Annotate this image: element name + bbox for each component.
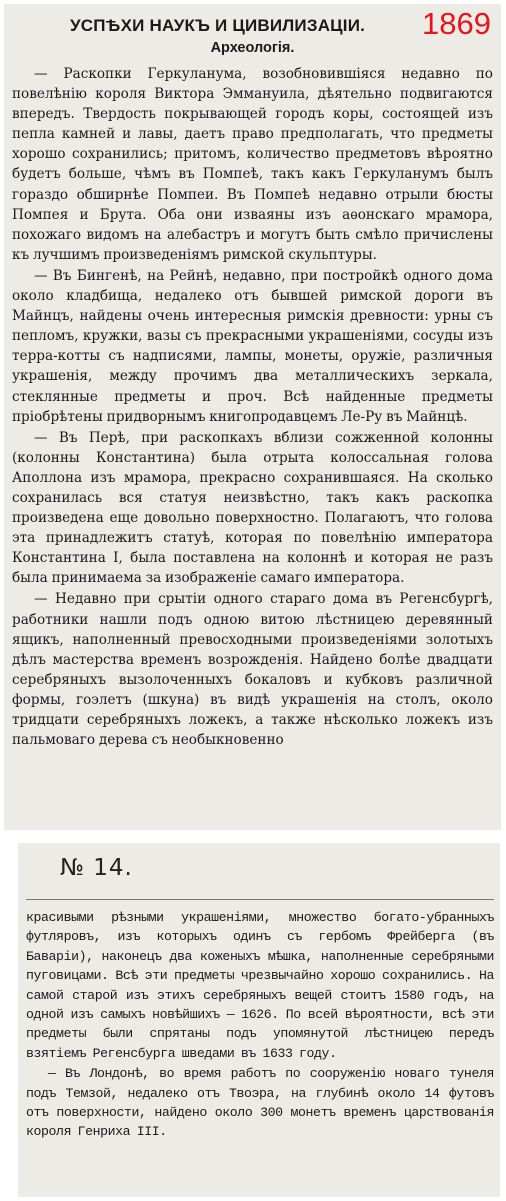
issue-header [26,851,494,900]
paragraph-regensburg-continued: красивыми рѣзными украшеніями, множество богато-убранныхъ футляровъ, изъ которыхъ одинъ съ гербомъ Фрейберга (въ Баваріи), наконецъ два коженыхъ мѣшка, наполненные серебряными пуговицами. Всѣ эти предметы чрезвычайно хорошо сохранились. На самой старой изъ этихъ серебряныхъ вещей стоитъ 1580 годъ, на одной изъ самыхъ новѣйшихъ — 1626. По всей вѣроятности, всѣ эти предметы были спрятаны подъ упомянутой лѣстницею передъ взятіемъ Регенсбурга шведами въ 1633 году. [26,910,494,1061]
year-label: 1869 [422,6,491,41]
section-title: УСПѢХИ НАУКЪ И ЦИВИЛИЗАЦІИ. [69,16,366,35]
paragraph-pera: — Въ Перѣ, при раскопкахъ вблизи сожженной колонны (колонны Константина) была отрыта колоссальная голова Аполлона изъ мрамора, прекрасно сохранившаяся. На сколько сохранилась вся статуя неизвѣстно, такъ какъ раскопка произведена еще довольно поверхностно. Полагаютъ, что голова эта принадлежитъ статуѣ, которая по повелѣнію императора Константина I, была поставлена на колоннѣ и которая не разъ была принимаема за изображеніе самаго императора. [12,429,493,587]
paragraph-regensburg: — Недавно при срытіи одного стараго дома въ Регенсбургѣ, работники нашли подъ одною витою лѣстницею деревянный ящикъ, наполненный превосходными произведеніями золотыхъ дѣлъ мастерства временъ возрожденія. Найдено болѣе двадцати серебряныхъ вызолоченныхъ бокаловъ и кубковъ различной формы, гоэлетъ (шкуна) въ видѣ украшенія на столъ, около тридцати серебряныхъ ложекъ, а также нѣсколько ложекъ изъ пальмоваго дерева съ необыкновенно [12,591,493,749]
paragraph-london: — Въ Лондонѣ, во время работъ по сооруженію новаго тунеля подъ Темзой, недалеко отъ Твоэра, на глубинѣ около 14 футовъ отъ поверхности, найдено около 300 монетъ временъ царствованія короля Генриха III. [26,1066,494,1140]
article-clipping-top [4,4,501,830]
article-clipping-bottom [18,843,500,1197]
paragraph-herculaneum: — Раскопки Геркуланума, возобновившіяся недавно по повелѣнію короля Виктора Эммануила, дѣятельно подвигаются впередъ. Твердость покрывающей городъ коры, состоящей изъ пепла камней и лавы, даетъ право предполагать, что предметы хорошо сохранились; притомъ, количество предметовъ вѣроятно будетъ больше, чѣмъ въ Помпеѣ, такъ какъ Геркуланумъ былъ гораздо обширнѣе Помпеи. Въ Помпеѣ недавно отрыли бюсты Помпея и Брута. Оба они изваяны изъ аѳонскаго мрамора, похожаго видомъ на алебастръ и могутъ быть смѣло причислены къ лучшимъ произведеніямъ римской скульптуры. [12,66,493,263]
section-subtitle: Археологія. [210,40,295,56]
paragraph-bingen: — Въ Бингенѣ, на Рейнѣ, недавно, при постройкѣ одного дома около кладбища, недалеко отъ бывшей римской дороги въ Майнцъ, найдены очень интересныя римскія древности: урны съ пепломъ, кружки, вазы съ прекрасными украшеніями, сосуды изъ терра-котты съ надписями, лампы, монеты, оружіе, различныя украшенія, между прочимъ два металлическихъ зеркала, стеклянные предметы и проч. Всѣ найденные предметы пріобрѣтены придворнымъ книгопродавцемъ Ле-Ру въ Майнцѣ. [12,267,493,425]
issue-number: № 14. [60,855,133,881]
